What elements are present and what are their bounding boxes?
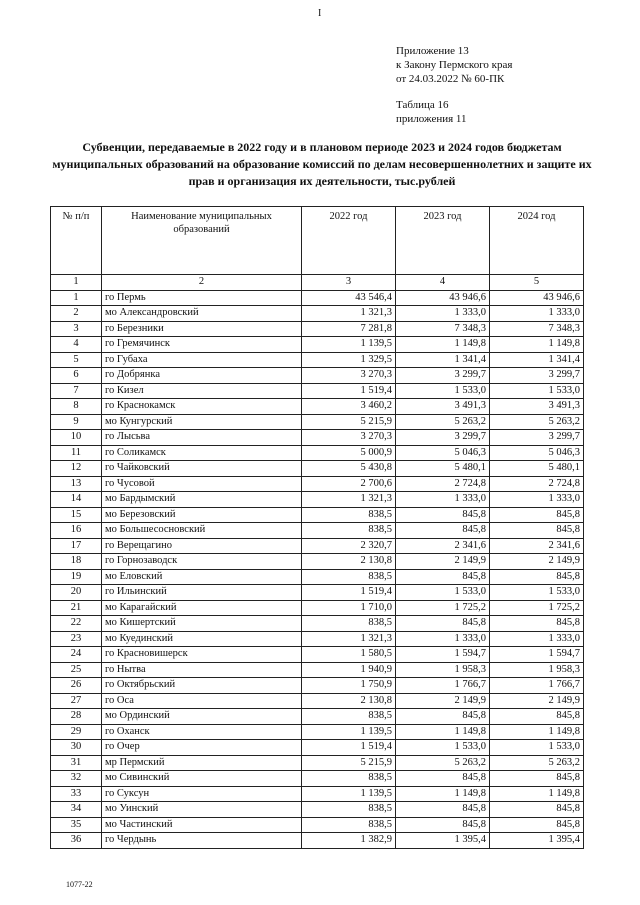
column-index: 3 [302,275,396,291]
row-number: 31 [51,755,102,771]
row-number: 33 [51,786,102,802]
value-2023: 7 348,3 [396,321,490,337]
row-number: 36 [51,833,102,849]
table-row [51,755,584,771]
municipality-name: мо Карагайский [102,600,302,616]
value-2023: 1 149,8 [396,786,490,802]
appendix-reference [396,44,512,86]
value-2023: 1 725,2 [396,600,490,616]
row-number: 35 [51,817,102,833]
value-2022: 1 139,5 [302,724,396,740]
value-2023: 1 958,3 [396,662,490,678]
value-2023: 1 333,0 [396,631,490,647]
value-2022: 7 281,8 [302,321,396,337]
table-row [51,569,584,585]
table-row [51,833,584,849]
value-2022: 1 139,5 [302,337,396,353]
municipality-name: го Оханск [102,724,302,740]
municipality-name: го Горнозаводск [102,554,302,570]
value-2023: 5 263,2 [396,755,490,771]
table-header-row [51,207,584,275]
value-2024: 845,8 [490,507,584,523]
value-2023: 1 341,4 [396,352,490,368]
table-row [51,771,584,787]
value-2024: 845,8 [490,569,584,585]
value-2024: 1 333,0 [490,306,584,322]
row-number: 21 [51,600,102,616]
municipality-name: мр Пермский [102,755,302,771]
value-2022: 5 215,9 [302,414,396,430]
municipality-name: го Губаха [102,352,302,368]
subventions-table [50,206,584,849]
municipality-name: го Чайковский [102,461,302,477]
value-2022: 1 519,4 [302,383,396,399]
table-row [51,693,584,709]
value-2024: 5 046,3 [490,445,584,461]
value-2022: 1 940,9 [302,662,396,678]
table-row [51,678,584,694]
row-number: 10 [51,430,102,446]
value-2023: 43 946,6 [396,290,490,306]
value-2022: 2 700,6 [302,476,396,492]
row-number: 32 [51,771,102,787]
municipality-name: го Ильинский [102,585,302,601]
column-index: 2 [102,275,302,291]
value-2022: 1 519,4 [302,740,396,756]
value-2024: 1 594,7 [490,647,584,663]
row-number: 19 [51,569,102,585]
table-row [51,709,584,725]
table-row [51,600,584,616]
value-2023: 5 480,1 [396,461,490,477]
row-number: 16 [51,523,102,539]
value-2023: 3 491,3 [396,399,490,415]
value-2022: 3 270,3 [302,430,396,446]
row-number: 2 [51,306,102,322]
table-row [51,399,584,415]
value-2023: 845,8 [396,817,490,833]
municipality-name: мо Бардымский [102,492,302,508]
row-number: 5 [51,352,102,368]
row-number: 23 [51,631,102,647]
value-2022: 5 215,9 [302,755,396,771]
municipality-name: го Соликамск [102,445,302,461]
value-2024: 1 395,4 [490,833,584,849]
table-row [51,383,584,399]
value-2024: 845,8 [490,802,584,818]
table-row [51,786,584,802]
row-number: 28 [51,709,102,725]
municipality-name: го Чусовой [102,476,302,492]
value-2022: 1 580,5 [302,647,396,663]
municipality-name: го Красновишерск [102,647,302,663]
value-2023: 1 533,0 [396,740,490,756]
value-2024: 1 725,2 [490,600,584,616]
row-number: 11 [51,445,102,461]
value-2024: 845,8 [490,523,584,539]
header-name: Наименование муниципальных образований [102,207,302,275]
value-2023: 5 046,3 [396,445,490,461]
value-2024: 2 341,6 [490,538,584,554]
value-2024: 5 263,2 [490,414,584,430]
value-2024: 1 341,4 [490,352,584,368]
value-2024: 1 149,8 [490,337,584,353]
row-number: 26 [51,678,102,694]
value-2023: 2 341,6 [396,538,490,554]
value-2022: 1 321,3 [302,306,396,322]
value-2024: 1 533,0 [490,383,584,399]
value-2024: 2 149,9 [490,554,584,570]
value-2024: 5 480,1 [490,461,584,477]
table-row [51,306,584,322]
value-2022: 1 321,3 [302,492,396,508]
municipality-name: мо Ординский [102,709,302,725]
table-row [51,368,584,384]
municipality-name: го Нытва [102,662,302,678]
municipality-name: мо Кишертский [102,616,302,632]
municipality-name: го Добрянка [102,368,302,384]
value-2024: 3 299,7 [490,430,584,446]
column-index-row [51,275,584,291]
table-row [51,724,584,740]
row-number: 17 [51,538,102,554]
value-2022: 1 139,5 [302,786,396,802]
appendix-line: от 24.03.2022 № 60-ПК [396,73,505,85]
value-2023: 2 724,8 [396,476,490,492]
table-row [51,740,584,756]
document-code: 1077-22 [66,880,93,889]
table-row [51,461,584,477]
table-row [51,430,584,446]
value-2023: 3 299,7 [396,430,490,446]
value-2023: 845,8 [396,802,490,818]
value-2022: 838,5 [302,802,396,818]
municipality-name: го Суксун [102,786,302,802]
table-row [51,802,584,818]
value-2024: 1 533,0 [490,740,584,756]
value-2022: 1 382,9 [302,833,396,849]
municipality-name: го Кизел [102,383,302,399]
value-2022: 838,5 [302,523,396,539]
row-number: 14 [51,492,102,508]
table-row [51,352,584,368]
value-2022: 3 270,3 [302,368,396,384]
value-2023: 1 594,7 [396,647,490,663]
value-2023: 2 149,9 [396,693,490,709]
value-2024: 2 724,8 [490,476,584,492]
value-2023: 1 533,0 [396,585,490,601]
value-2023: 1 766,7 [396,678,490,694]
row-number: 6 [51,368,102,384]
value-2022: 1 750,9 [302,678,396,694]
value-2022: 838,5 [302,771,396,787]
row-number: 1 [51,290,102,306]
municipality-name: го Верещагино [102,538,302,554]
value-2022: 1 710,0 [302,600,396,616]
header-2023: 2023 год [396,207,490,275]
table-row [51,414,584,430]
municipality-name: го Березники [102,321,302,337]
appendix-line: к Закону Пермского края [396,59,513,71]
row-number: 22 [51,616,102,632]
value-2022: 1 321,3 [302,631,396,647]
row-number: 13 [51,476,102,492]
municipality-name: мо Березовский [102,507,302,523]
value-2024: 1 533,0 [490,585,584,601]
municipality-name: го Пермь [102,290,302,306]
value-2022: 838,5 [302,709,396,725]
table-ref-line: Таблица 16 [396,99,449,111]
table-row [51,321,584,337]
value-2022: 838,5 [302,616,396,632]
value-2024: 845,8 [490,771,584,787]
value-2022: 838,5 [302,507,396,523]
table-row [51,631,584,647]
value-2023: 3 299,7 [396,368,490,384]
header-2024: 2024 год [490,207,584,275]
value-2024: 845,8 [490,817,584,833]
value-2022: 2 130,8 [302,693,396,709]
municipality-name: мо Большесосновский [102,523,302,539]
value-2023: 1 333,0 [396,306,490,322]
table-reference [396,98,467,126]
value-2023: 2 149,9 [396,554,490,570]
value-2024: 845,8 [490,709,584,725]
table-row [51,507,584,523]
row-number: 25 [51,662,102,678]
column-index: 4 [396,275,490,291]
municipality-name: го Оса [102,693,302,709]
value-2023: 845,8 [396,616,490,632]
header-2022: 2022 год [302,207,396,275]
municipality-name: го Очер [102,740,302,756]
row-number: 18 [51,554,102,570]
municipality-name: мо Уинский [102,802,302,818]
value-2024: 2 149,9 [490,693,584,709]
value-2023: 845,8 [396,507,490,523]
value-2023: 1 149,8 [396,724,490,740]
municipality-name: мо Частинский [102,817,302,833]
appendix-line: Приложение 13 [396,45,469,57]
table-body [51,275,584,849]
value-2022: 1 519,4 [302,585,396,601]
value-2023: 1 149,8 [396,337,490,353]
table-ref-line: приложения 11 [396,113,467,125]
table-row [51,538,584,554]
value-2024: 1 149,8 [490,724,584,740]
row-number: 29 [51,724,102,740]
value-2024: 1 333,0 [490,492,584,508]
municipality-name: го Октябрьский [102,678,302,694]
value-2022: 2 320,7 [302,538,396,554]
municipality-name: мо Сивинский [102,771,302,787]
value-2023: 1 533,0 [396,383,490,399]
value-2024: 43 946,6 [490,290,584,306]
value-2023: 1 333,0 [396,492,490,508]
value-2022: 2 130,8 [302,554,396,570]
row-number: 30 [51,740,102,756]
table-row [51,585,584,601]
table-row [51,554,584,570]
table-row [51,476,584,492]
municipality-name: мо Куединский [102,631,302,647]
value-2024: 3 491,3 [490,399,584,415]
value-2024: 3 299,7 [490,368,584,384]
municipality-name: мо Александровский [102,306,302,322]
value-2022: 43 546,4 [302,290,396,306]
value-2024: 1 333,0 [490,631,584,647]
row-number: 15 [51,507,102,523]
row-number: 27 [51,693,102,709]
municipality-name: го Чердынь [102,833,302,849]
column-index: 5 [490,275,584,291]
value-2023: 5 263,2 [396,414,490,430]
row-number: 24 [51,647,102,663]
table-row [51,817,584,833]
row-number: 4 [51,337,102,353]
table-row [51,445,584,461]
value-2022: 838,5 [302,817,396,833]
value-2024: 1 766,7 [490,678,584,694]
value-2022: 838,5 [302,569,396,585]
value-2022: 1 329,5 [302,352,396,368]
municipality-name: го Лысьва [102,430,302,446]
value-2023: 845,8 [396,771,490,787]
municipality-name: го Краснокамск [102,399,302,415]
value-2023: 845,8 [396,569,490,585]
row-number: 34 [51,802,102,818]
value-2022: 3 460,2 [302,399,396,415]
row-number: 7 [51,383,102,399]
table-row [51,647,584,663]
value-2022: 5 000,9 [302,445,396,461]
row-number: 3 [51,321,102,337]
table-row [51,662,584,678]
table-row [51,523,584,539]
table-row [51,290,584,306]
value-2024: 1 149,8 [490,786,584,802]
municipality-name: мо Еловский [102,569,302,585]
value-2023: 845,8 [396,709,490,725]
municipality-name: мо Кунгурский [102,414,302,430]
value-2024: 845,8 [490,616,584,632]
value-2022: 5 430,8 [302,461,396,477]
document-title: Субвенции, передаваемые в 2022 году и в плановом периоде 2023 и 2024 годов бюджетам муниципальных образований на образование комиссий по делам несовершеннолетних и защите их прав и организация их деятельности, тыс.рублей [52,140,592,188]
municipality-name: го Гремячинск [102,337,302,353]
row-number: 12 [51,461,102,477]
value-2023: 845,8 [396,523,490,539]
column-index: 1 [51,275,102,291]
row-number: 20 [51,585,102,601]
value-2024: 5 263,2 [490,755,584,771]
value-2024: 7 348,3 [490,321,584,337]
page-mark: I [318,8,322,19]
row-number: 8 [51,399,102,415]
table-row [51,337,584,353]
table-row [51,616,584,632]
value-2024: 1 958,3 [490,662,584,678]
row-number: 9 [51,414,102,430]
value-2023: 1 395,4 [396,833,490,849]
header-num: № п/п [51,207,102,275]
table-row [51,492,584,508]
